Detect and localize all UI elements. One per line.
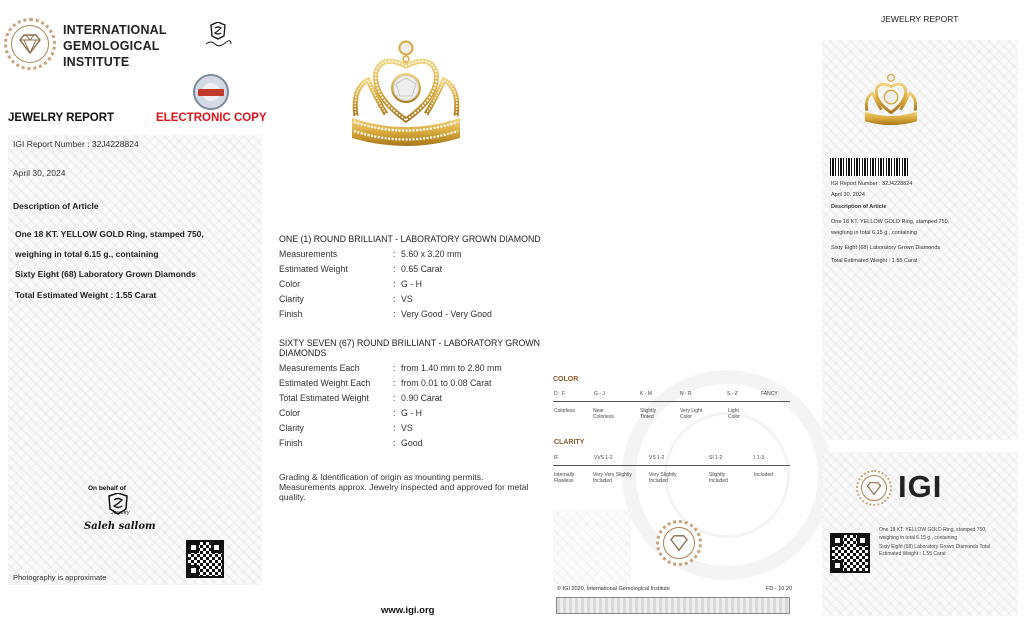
right-description-heading: Description of Article bbox=[831, 204, 887, 210]
clarity-desc: Included bbox=[754, 472, 773, 478]
spec-value: from 1.40 mm to 2.80 mm bbox=[401, 363, 502, 373]
color-heading: COLOR bbox=[553, 376, 579, 383]
clarity-desc: Very Slightly Included bbox=[649, 472, 677, 484]
barcode bbox=[830, 158, 910, 176]
side-stones-row: Measurements Each : from 1.40 mm to 2.80 mm bbox=[279, 363, 502, 373]
org-name-line: INSTITUTE bbox=[63, 55, 130, 69]
qr-code-left bbox=[186, 540, 224, 578]
authenticity-stamp bbox=[193, 74, 229, 110]
right-description-line: Total Estimated Weight : 1.55 Carat bbox=[831, 258, 918, 264]
spec-label: Finish bbox=[279, 309, 303, 319]
stub-line: One 18 KT. YELLOW GOLD Ring, stamped 750, bbox=[879, 527, 987, 533]
right-description-line: weighing in total 6.15 g., containing bbox=[831, 230, 917, 236]
clarity-desc: Slightly Included bbox=[709, 472, 728, 484]
color-grade: G - J bbox=[594, 391, 605, 397]
spec-value: 0.65 Carat bbox=[401, 264, 443, 274]
side-stones-row: Color : G - H bbox=[279, 408, 423, 418]
spec-value: Very Good - Very Good bbox=[401, 309, 492, 319]
spec-label: Color bbox=[279, 279, 301, 289]
ring-thumbnail bbox=[862, 72, 920, 128]
side-stones-row: Clarity : VS bbox=[279, 423, 413, 433]
main-stone-row: Clarity : VS bbox=[279, 294, 413, 304]
spec-label: Measurements bbox=[279, 249, 338, 259]
partner-logo-small bbox=[203, 22, 233, 48]
clarity-grade: SI 1-2 bbox=[709, 455, 723, 461]
signature: Saleh sallom bbox=[84, 521, 156, 532]
color-desc: Slightly Tinted bbox=[640, 408, 657, 420]
scale-panel-lower-texture bbox=[553, 510, 631, 590]
side-stones-row: Finish : Good bbox=[279, 438, 423, 448]
stub-line: weighing in total 6.15 g., containing bbox=[879, 535, 958, 541]
diamond-icon bbox=[669, 535, 689, 551]
clarity-heading: CLARITY bbox=[554, 439, 585, 446]
spec-label: Total Estimated Weight bbox=[279, 393, 369, 403]
spec-value: VS bbox=[401, 423, 413, 433]
spec-label: Estimated Weight bbox=[279, 264, 348, 274]
website-link[interactable]: www.igi.org bbox=[381, 605, 435, 616]
side-stones-row: Total Estimated Weight : 0.90 Carat bbox=[279, 393, 443, 403]
igi-brand-text: IGI bbox=[898, 469, 943, 504]
spec-label: Estimated Weight Each bbox=[279, 378, 371, 388]
main-stone-row: Finish : Very Good - Very Good bbox=[279, 309, 492, 319]
org-name-line: INTERNATIONAL bbox=[63, 23, 167, 37]
photography-note: Photography is approximate bbox=[13, 573, 107, 582]
right-report-title: JEWELRY REPORT bbox=[881, 14, 959, 24]
copyright: © IGI 2020, International Gemological Institute bbox=[557, 586, 670, 592]
right-description-line: Sixty Eight (68) Laboratory Grown Diamonds bbox=[831, 245, 941, 251]
igi-seal-logo bbox=[4, 18, 56, 70]
clarity-grade: VVS 1-2 bbox=[594, 455, 613, 461]
color-grade: K - M bbox=[640, 391, 652, 397]
clarity-grade: IF bbox=[554, 455, 559, 461]
spec-value: 0.90 Carat bbox=[401, 393, 443, 403]
spec-value: VS bbox=[401, 294, 413, 304]
form-code: FD - 10 20 bbox=[766, 586, 792, 592]
color-grade: N - R bbox=[680, 391, 692, 397]
description-line: Total Estimated Weight : 1.55 Carat bbox=[15, 290, 157, 300]
color-desc: Near Colorless bbox=[593, 408, 614, 420]
spec-value: G - H bbox=[401, 408, 423, 418]
main-stone-row: Estimated Weight : 0.65 Carat bbox=[279, 264, 443, 274]
clarity-scale-line bbox=[553, 465, 790, 466]
clarity-grade: VS 1-2 bbox=[649, 455, 665, 461]
right-description-line: One 18 KT. YELLOW GOLD Ring, stamped 750, bbox=[831, 219, 950, 225]
description-line: weighing in total 6.15 g., containing bbox=[15, 249, 159, 259]
description-line: Sixty Eight (68) Laboratory Grown Diamonds bbox=[15, 269, 196, 279]
stub-line: Estimated Weight : 1.55 Carat bbox=[879, 551, 946, 557]
grading-notes: Grading & Identification of origin as mounting permits. Measurements approx. Jewelry inspected and approved for metal quality. bbox=[279, 472, 529, 502]
right-report-number: IGI Report Number : 32J4228824 bbox=[831, 181, 913, 187]
color-desc: Very Light Color bbox=[680, 408, 703, 420]
main-stone-row: Color : G - H bbox=[279, 279, 423, 289]
security-strip bbox=[556, 597, 790, 614]
spec-label: Measurements Each bbox=[279, 363, 360, 373]
igi-brand-seal bbox=[856, 470, 892, 506]
spec-label: Finish bbox=[279, 438, 303, 448]
diamond-icon bbox=[18, 34, 42, 54]
org-name bbox=[63, 22, 167, 70]
electronic-copy-label: ELECTRONIC COPY bbox=[156, 112, 267, 124]
side-stones-row: Estimated Weight Each : from 0.01 to 0.08 Carat bbox=[279, 378, 492, 388]
spec-value: G - H bbox=[401, 279, 423, 289]
report-date: April 30, 2024 bbox=[13, 168, 66, 178]
spec-value: Good bbox=[401, 438, 423, 448]
color-scale-line bbox=[553, 401, 790, 402]
report-number: IGI Report Number : 32J4228824 bbox=[13, 139, 139, 149]
jewelry-logo-text: Jewelry bbox=[111, 510, 130, 516]
right-report-date: April 30, 2024 bbox=[831, 192, 865, 198]
color-grade: FANCY bbox=[761, 391, 778, 397]
clarity-desc: Internally Flawless bbox=[554, 472, 575, 484]
stub-line: Sixty Eight (68) Laboratory Grown Diamonds Total bbox=[879, 544, 991, 550]
igi-seal-bottom bbox=[656, 520, 702, 566]
qr-code-right bbox=[830, 533, 870, 573]
spec-label: Color bbox=[279, 408, 301, 418]
org-name-line: GEMOLOGICAL bbox=[63, 39, 160, 53]
description-heading: Description of Article bbox=[13, 201, 99, 211]
on-behalf-of-label: On behalf of bbox=[88, 485, 126, 492]
color-desc: Colorless bbox=[554, 408, 575, 414]
spec-value: from 0.01 to 0.08 Carat bbox=[401, 378, 492, 388]
spec-label: Clarity bbox=[279, 423, 304, 433]
spec-value: 5.60 x 3.20 mm bbox=[401, 249, 462, 259]
color-grade: D - F bbox=[554, 391, 566, 397]
description-line: One 18 KT. YELLOW GOLD Ring, stamped 750, bbox=[15, 229, 204, 239]
color-desc: Light Color bbox=[728, 408, 740, 420]
side-stones-title: SIXTY SEVEN (67) ROUND BRILLIANT - LABORATORY GROWN DIAMONDS bbox=[279, 338, 541, 358]
spec-label: Clarity bbox=[279, 294, 304, 304]
right-panel-background bbox=[822, 40, 1018, 440]
diamond-icon bbox=[866, 482, 882, 495]
jewelry-report-title: JEWELRY REPORT bbox=[8, 112, 115, 124]
color-grade: S - Z bbox=[727, 391, 738, 397]
main-stone-title: ONE (1) ROUND BRILLIANT - LABORATORY GROWN DIAMOND bbox=[279, 234, 541, 244]
clarity-desc: Very Very Slightly Included bbox=[593, 472, 632, 484]
main-stone-row: Measurements : 5.60 x 3.20 mm bbox=[279, 249, 462, 259]
clarity-grade: I 1-3 bbox=[754, 455, 765, 461]
ring-photo bbox=[346, 38, 466, 150]
